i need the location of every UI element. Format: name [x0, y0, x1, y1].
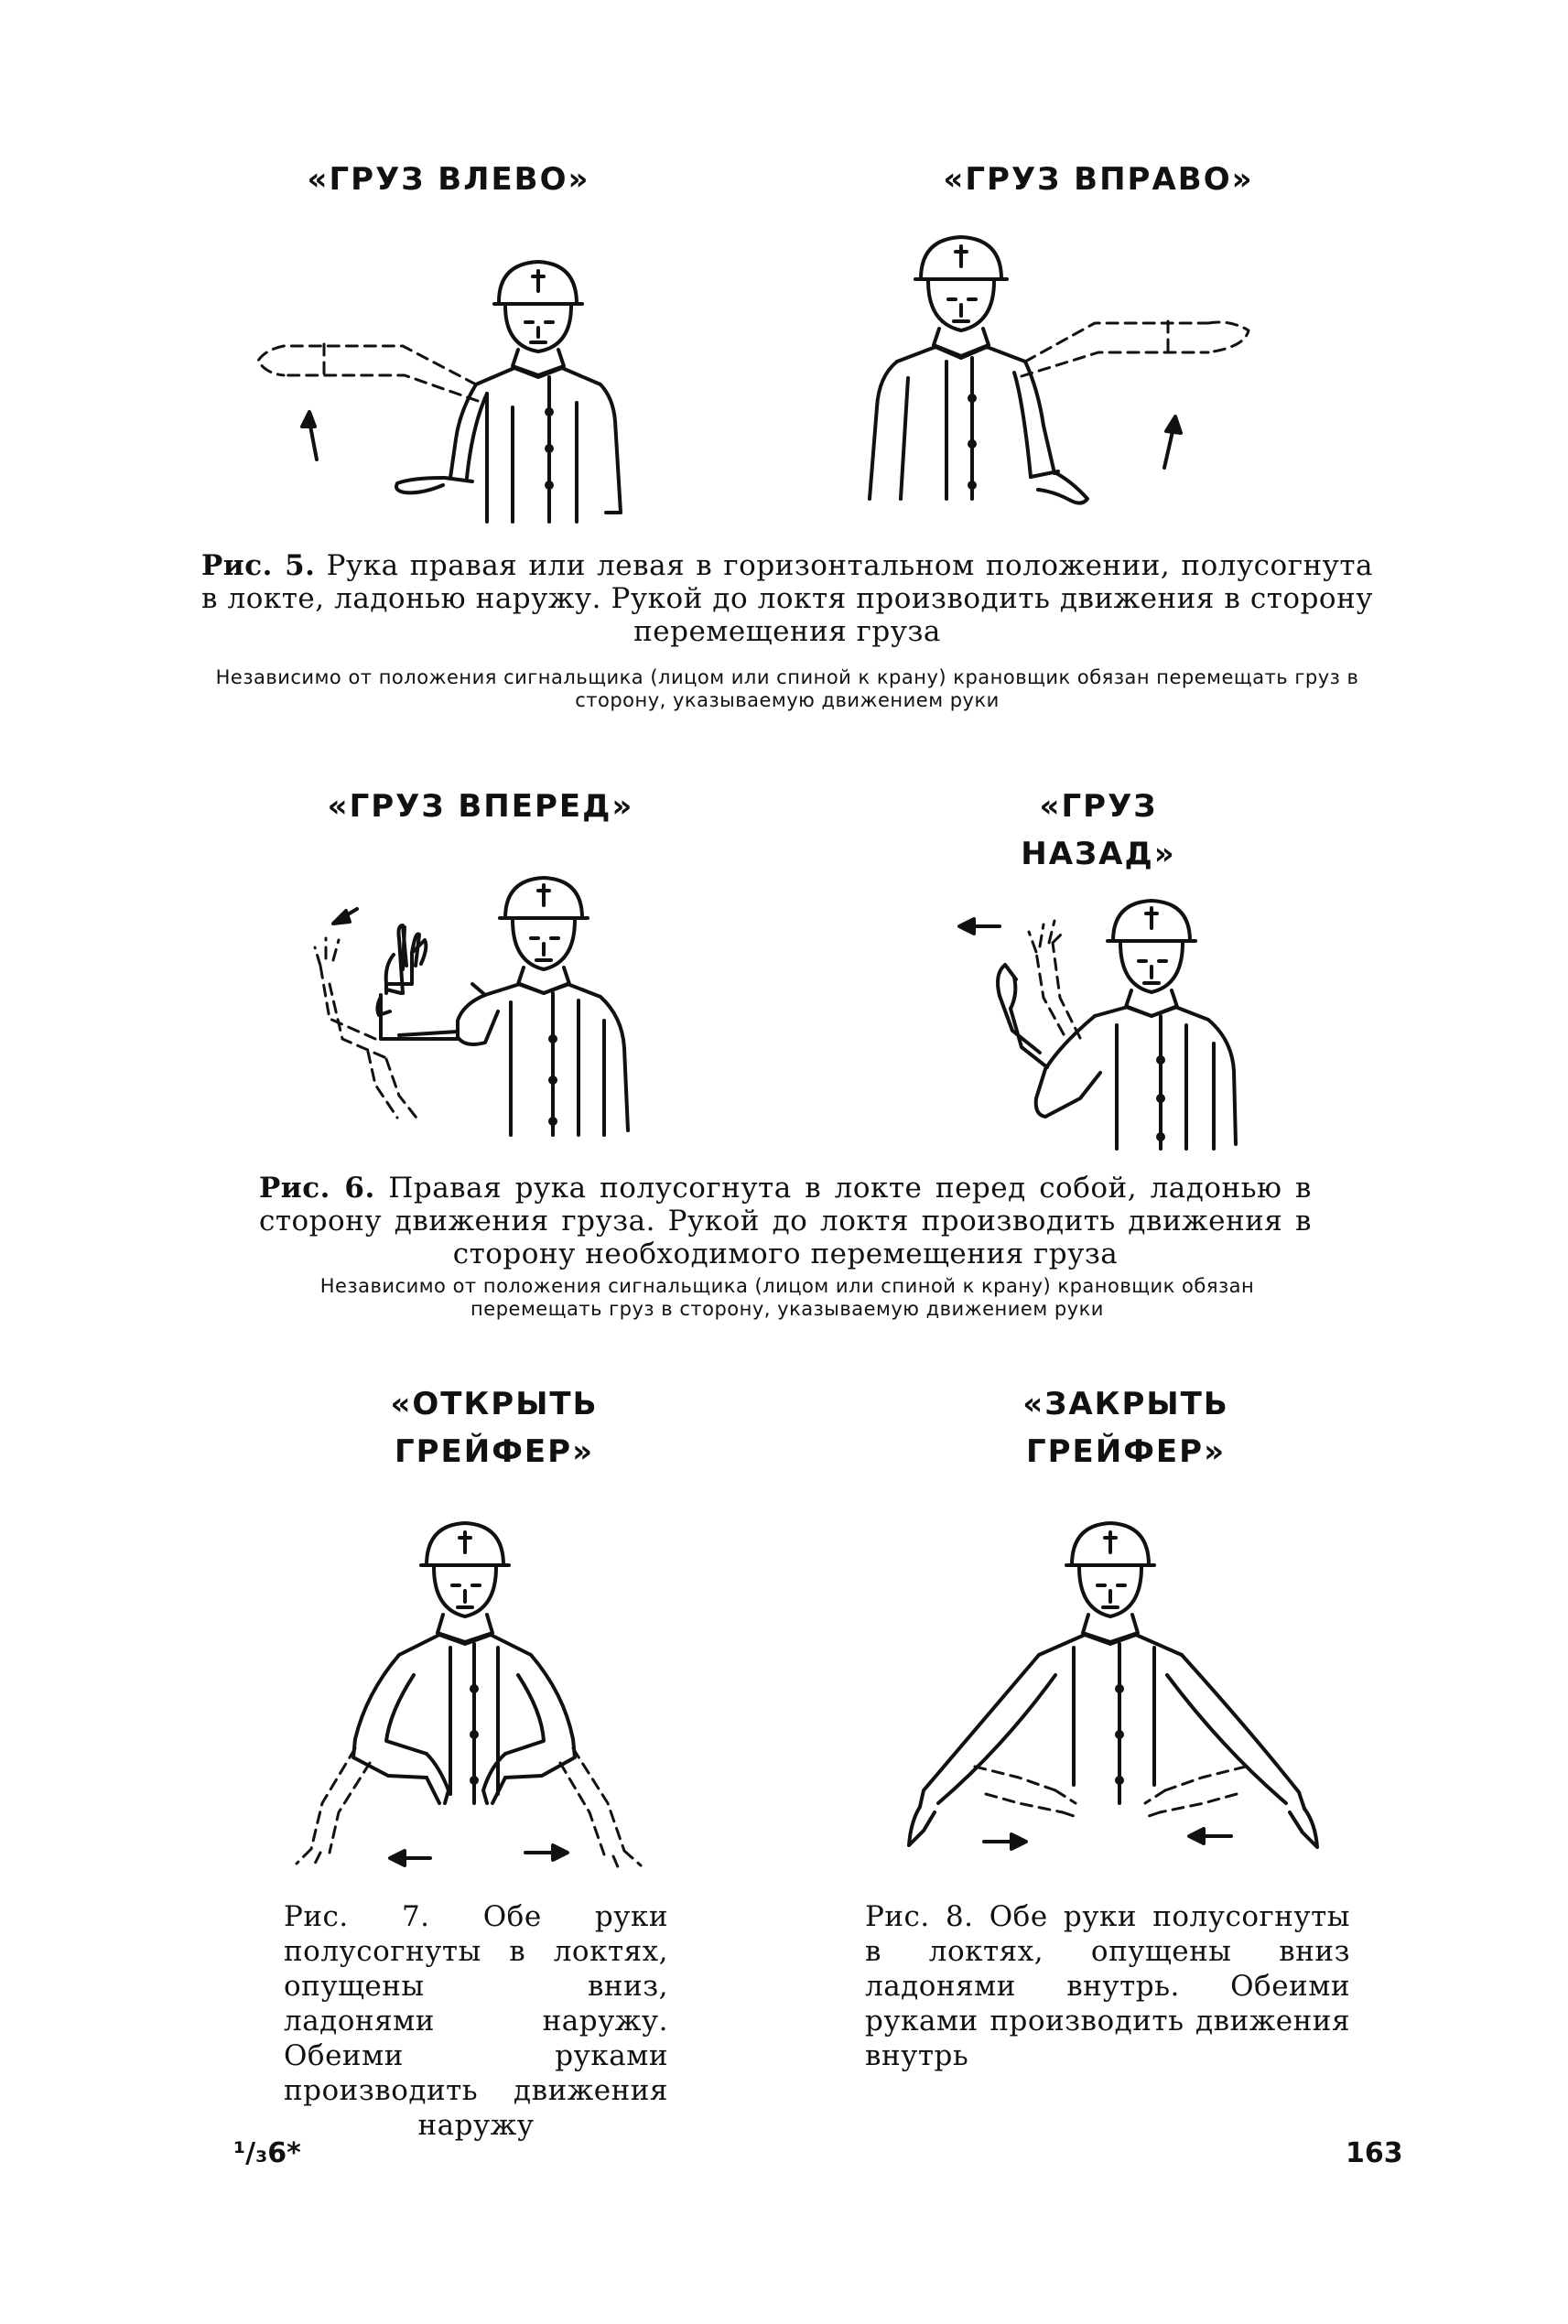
page-number: 163	[1346, 2137, 1403, 2169]
title-cargo-backward: «ГРУЗ НАЗАД»	[1021, 788, 1176, 872]
note-fig5: Независимо от положения сигнальщика (лицом или спиной к крану) крановщик обязан перемещать груз в сторону, указываемую движением руки	[215, 666, 1359, 711]
caption-label-fig8: Рис. 8.	[865, 1900, 974, 1933]
title-close-grab-line2: ГРЕЙФЕР»	[1025, 1433, 1227, 1470]
caption-fig7	[284, 1899, 668, 2143]
title-open-grab-line1: «ОТКРЫТЬ	[390, 1386, 599, 1422]
title-cargo-right: «ГРУЗ ВПРАВО»	[943, 161, 1254, 198]
illustration-close-grab	[883, 1501, 1323, 1867]
illustration-cargo-left	[247, 238, 632, 540]
caption-label-fig5: Рис. 5.	[201, 549, 316, 582]
caption-label-fig7: Рис. 7.	[284, 1900, 430, 1933]
caption-text-fig6: Правая рука полусогнута в локте перед собой, ладонью в сторону движения груза. Рукой до локтя производить движения в сторону необходимого перемещения груза	[259, 1172, 1312, 1270]
caption-text-fig8: Обе руки полусогнуты в локтях, опущены вниз ладонями внутрь. Обеими руками производить движения внутрь	[865, 1900, 1350, 2072]
signature-mark: ¹/₃6*	[233, 2137, 301, 2169]
caption-fig5	[201, 549, 1373, 648]
caption-label-fig6: Рис. 6.	[259, 1172, 375, 1205]
title-open-grab	[362, 1380, 627, 1475]
title-close-grab	[993, 1380, 1259, 1475]
illustration-cargo-forward	[302, 856, 650, 1140]
title-open-grab-line2: ГРЕЙФЕР»	[394, 1433, 595, 1470]
caption-fig6	[259, 1172, 1312, 1270]
illustration-cargo-right	[842, 215, 1300, 526]
note-fig6: Независимо от положения сигнальщика (лицом или спиной к крану) крановщик обязан перемещать груз в сторону, указываемую движением руки	[319, 1275, 1255, 1320]
title-cargo-left: «ГРУЗ ВЛЕВО»	[307, 161, 590, 198]
illustration-cargo-backward	[934, 879, 1263, 1153]
title-cargo-forward: «ГРУЗ ВПЕРЕД»	[327, 788, 634, 825]
illustration-open-grab	[302, 1501, 668, 1867]
caption-text-fig7: Обе руки полусогнуты в локтях, опущены вниз, ладонями наружу. Обеими руками производить движения наружу	[284, 1900, 669, 2142]
caption-text-fig5: Рука правая или левая в горизонтальном положении, полусогнута в локте, ладонью наружу. Рукой до локтя производить движения в сторону перемещения груза	[201, 549, 1373, 648]
caption-fig8	[865, 1899, 1350, 2073]
title-close-grab-line1: «ЗАКРЫТЬ	[1022, 1386, 1229, 1422]
